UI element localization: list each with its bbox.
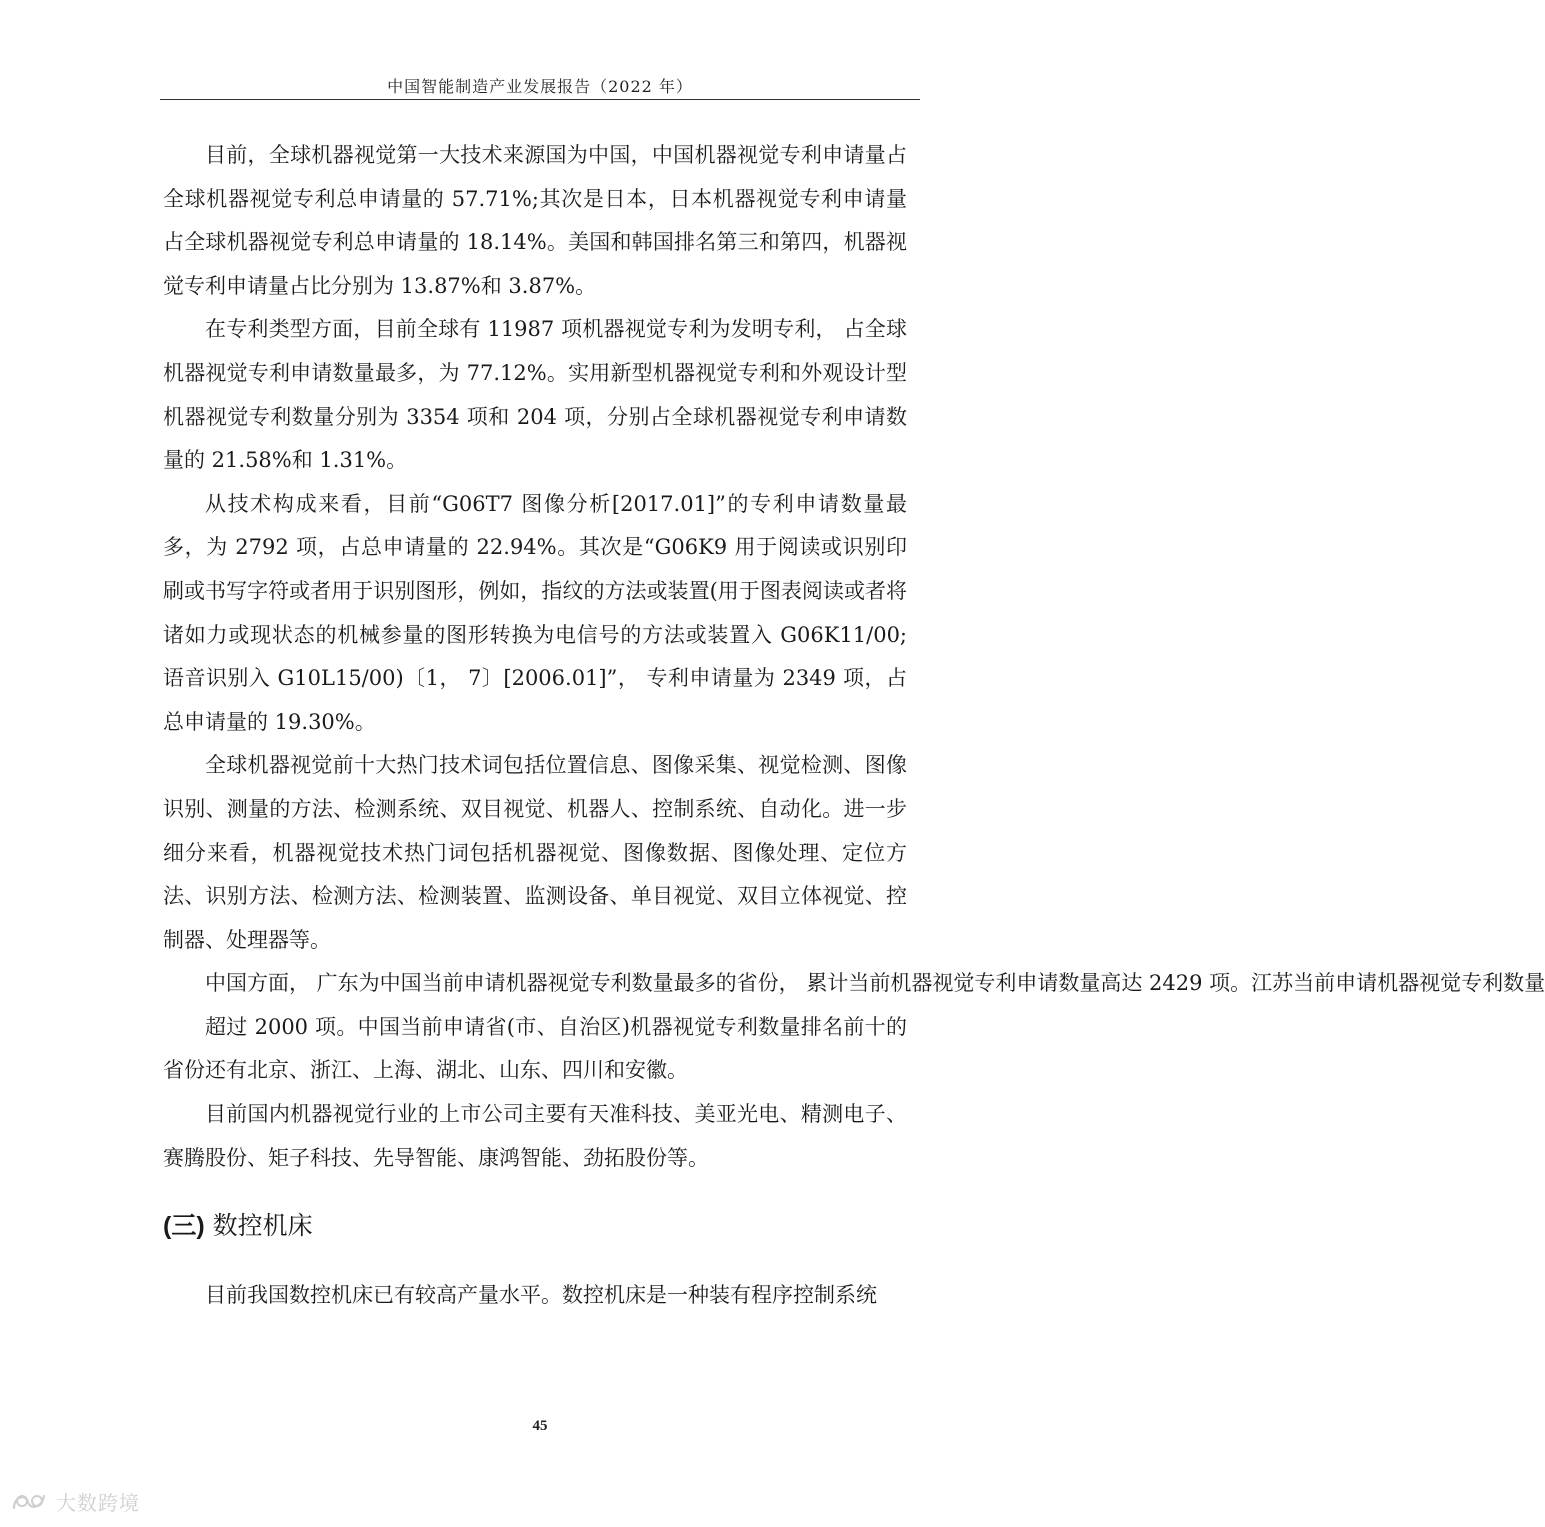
paragraph-cnc-intro: 目前我国数控机床已有较高产量水平。数控机床是一种装有程序控制系统 <box>205 1283 877 1308</box>
paragraph-china-provinces-cont: 超过 2000 项。中国当前申请省(市、自治区)机器视觉专利数量排名前十的省份还有北京、浙江、上海、湖北、山东、四川和安徽。 <box>163 1014 907 1083</box>
paragraph-listed-companies: 目前国内机器视觉行业的上市公司主要有天准科技、美亚光电、精测电子、赛腾股份、矩子科技、先导智能、康鸿智能、劲拓股份等。 <box>163 1102 907 1170</box>
section-title: 数控机床 <box>204 1211 313 1241</box>
running-header: 中国智能制造产业发展报告（2022 年） <box>387 77 693 96</box>
watermark-text: 大数跨境 <box>56 1490 140 1515</box>
section-number: (三) <box>163 1212 205 1241</box>
paragraph-hot-terms: 全球机器视觉前十大热门技术词包括位置信息、图像采集、视觉检测、图像识别、测量的方法、检测系统、双目视觉、机器人、控制系统、自动化。进一步细分来看，机器视觉技术热门词包括机器视觉、图像数据、图像处理、定位方法、识别方法、检测方法、检测装置、监测设备、单目视觉、双目立体视觉、控制器、处理器等。 <box>163 753 907 952</box>
document-body <box>163 134 1545 1318</box>
section-heading <box>163 1208 907 1244</box>
paragraph-tech-composition: 从技术构成来看，目前“G06T7 图像分析[2017.01]”的专利申请数量最多，为 2792 项，占总申请量的 22.94%。其次是“G06K9 用于阅读或识别印刷或书写字符或者用于识别图形，例如，指纹的方法或装置(用于图表阅读或者将诸如力或现状态的机械参量的图形转换为电信号的方法或装置入 G06K11/00; 语音识别入 G10L15/00)〔1， 7〕[2006.01]”， 专利申请量为 2349 项，占总申请量的 19.30%。 <box>163 491 907 734</box>
header-divider <box>160 99 920 100</box>
watermark <box>10 1486 140 1516</box>
watermark-logo-icon <box>10 1488 50 1514</box>
paragraph-china-provinces: 中国方面， 广东为中国当前申请机器视觉专利数量最多的省份， 累计当前机器视觉专利申请数量高达 2429 项。江苏当前申请机器视觉专利数量 <box>205 971 1545 996</box>
paragraph-patent-origin: 目前，全球机器视觉第一大技术来源国为中国，中国机器视觉专利申请量占全球机器视觉专利总申请量的 57.71%;其次是日本，日本机器视觉专利申请量占全球机器视觉专利总申请量的 18.14%。美国和韩国排名第三和第四，机器视觉专利申请量占比分别为 13.87%和 3.87%。 <box>163 143 907 298</box>
page-number: 45 <box>532 1418 548 1434</box>
paragraph-patent-type: 在专利类型方面，目前全球有 11987 项机器视觉专利为发明专利， 占全球机器视觉专利申请数量最多，为 77.12%。实用新型机器视觉专利和外观设计型机器视觉专利数量分别为 3354 项和 204 项，分别占全球机器视觉专利申请数量的 21.58%和 1.31%。 <box>163 317 907 473</box>
